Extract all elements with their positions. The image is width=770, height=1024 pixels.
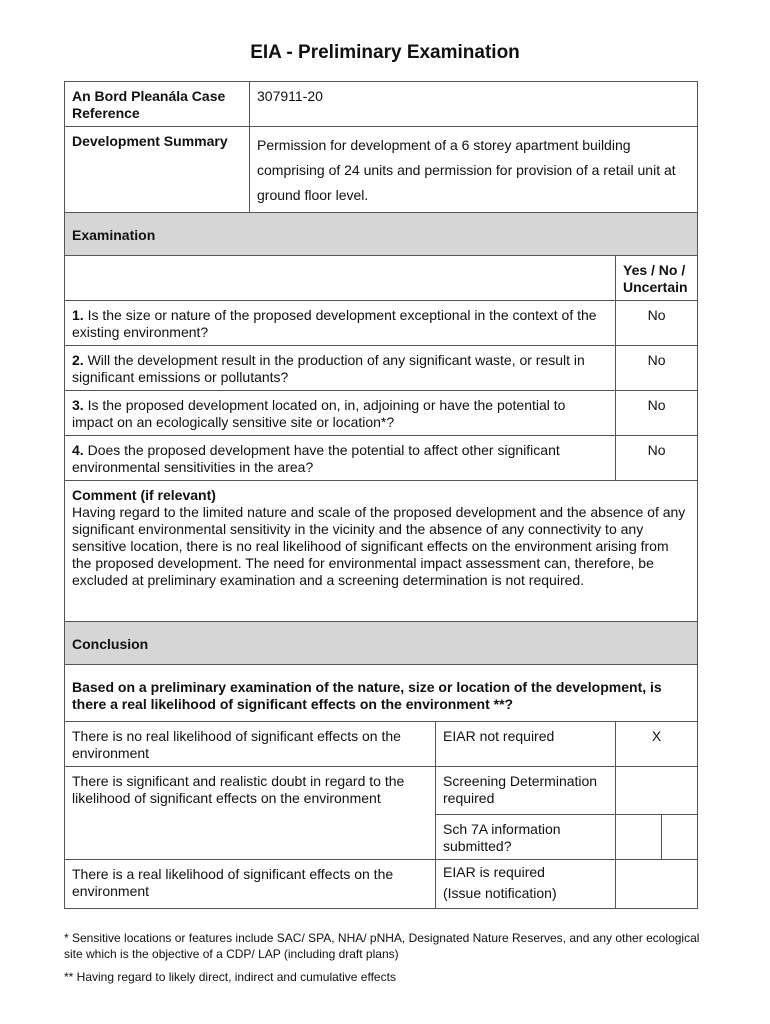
- question-answer: No: [616, 391, 698, 436]
- sch7a-mark: [616, 815, 662, 860]
- footnotes: [64, 930, 704, 992]
- case-reference-value: 307911-20: [250, 82, 698, 127]
- question-text: 1. Is the size or nature of the proposed development exceptional in the context of the existing environment?: [65, 301, 616, 346]
- question-answer: No: [616, 346, 698, 391]
- question-text: 2. Will the development result in the production of any significant waste, or result in significant emissions or pollutants?: [65, 346, 616, 391]
- question-text: 3. Is the proposed development located on, in, adjoining or have the potential to impact on an ecologically sensitive site or location*?: [65, 391, 616, 436]
- question-row: [65, 301, 698, 346]
- comment-label: Comment (if relevant): [72, 487, 216, 503]
- conclusion-mark: [616, 860, 698, 909]
- eia-form-table: [64, 81, 698, 909]
- examination-blank-cell: [65, 256, 616, 301]
- conclusion-question: Based on a preliminary examination of the nature, size or location of the development, is there a real likelihood of significant effects on the environment **?: [65, 665, 698, 722]
- case-reference-label: An Bord Pleanála Case Reference: [65, 82, 250, 127]
- conclusion-statement: There is a real likelihood of significant effects on the environment: [65, 860, 436, 909]
- sch7a-mark-extra: [662, 815, 698, 860]
- footnote-cumulative-effects: ** Having regard to likely direct, indirect and cumulative effects: [64, 970, 396, 984]
- yes-no-uncertain-header: Yes / No / Uncertain: [616, 256, 698, 301]
- examination-heading: Examination: [65, 213, 698, 256]
- conclusion-heading: Conclusion: [65, 622, 698, 665]
- question-text: 4. Does the proposed development have the potential to affect other significant environmental sensitivities in the area?: [65, 436, 616, 481]
- question-answer: No: [616, 436, 698, 481]
- conclusion-row: [65, 860, 698, 909]
- comment-cell: [65, 481, 698, 622]
- development-summary-value: Permission for development of a 6 storey apartment building comprising of 24 units and permission for provision of a retail unit at ground floor level.: [250, 127, 698, 213]
- comment-text: Having regard to the limited nature and scale of the proposed development and the absence of any significant environmental sensitivity in the vicinity and the absence of any connectivity to any sensitive location, there is no real likelihood of significant effects on the environment arising from the proposed development. The need for environmental impact assessment can, therefore, be excluded at preliminary examination and a screening determination is not required.: [72, 504, 686, 588]
- conclusion-outcome: EIAR not required: [436, 722, 616, 767]
- conclusion-outcome: EIAR is required (Issue notification): [436, 860, 616, 909]
- conclusion-row: [65, 722, 698, 767]
- conclusion-row: [65, 767, 698, 815]
- conclusion-statement: There is significant and realistic doubt in regard to the likelihood of significant effects on the environment: [65, 767, 436, 860]
- conclusion-mark: X: [616, 722, 698, 767]
- development-summary-label: Development Summary: [65, 127, 250, 213]
- case-reference-row: [65, 82, 698, 127]
- development-summary-row: [65, 127, 698, 213]
- footnote-sensitive-locations: * Sensitive locations or features include SAC/ SPA, NHA/ pNHA, Designated Nature Reserves, and any other ecological site which is the objective of a CDP/ LAP (including draft plans): [64, 931, 700, 961]
- sch7a-outcome: Sch 7A information submitted?: [436, 815, 616, 860]
- conclusion-outcome: Screening Determination required: [436, 767, 616, 815]
- conclusion-mark: [616, 767, 698, 815]
- question-row: [65, 436, 698, 481]
- page-title: EIA - Preliminary Examination: [250, 42, 520, 63]
- question-row: [65, 391, 698, 436]
- conclusion-statement: There is no real likelihood of significant effects on the environment: [65, 722, 436, 767]
- question-answer: No: [616, 301, 698, 346]
- question-row: [65, 346, 698, 391]
